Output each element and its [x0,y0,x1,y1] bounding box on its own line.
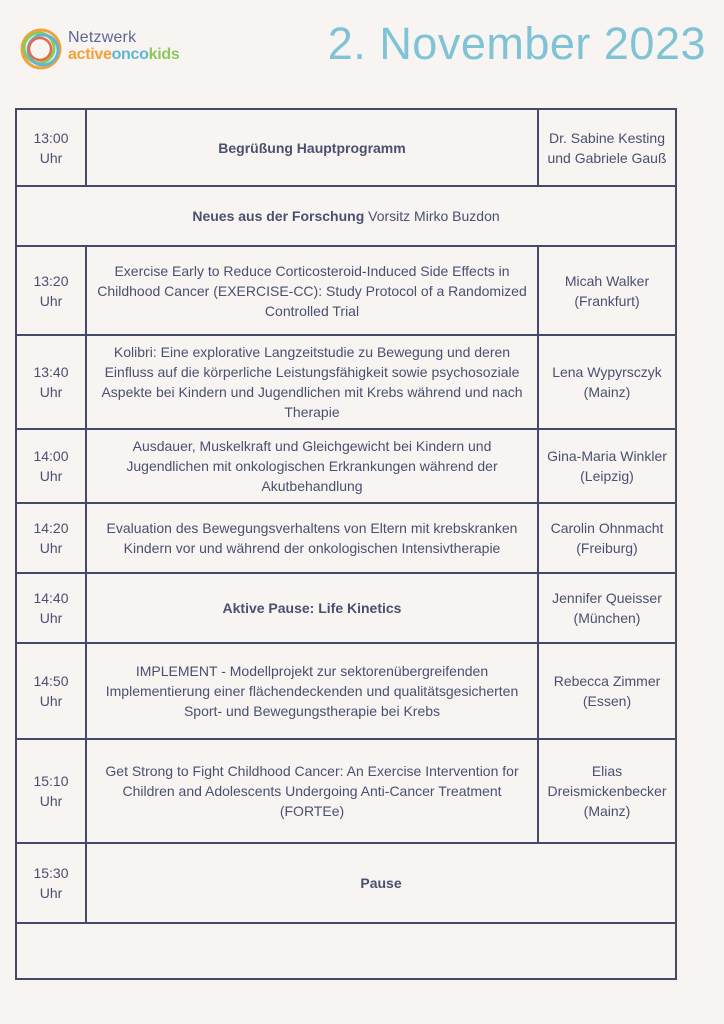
talk-title: IMPLEMENT - Modellprojekt zur sektorenübergreifenden Implementierung einer flächendeckenden und qualitätsgesicherten Sport- und Bewegungstherapie bei Krebs [86,643,538,739]
talk-title: Ausdauer, Muskelkraft und Gleichgewicht bei Kindern und Jugendlichen mit onkologischen Erkrankungen während der Akutbehandlung [86,429,538,503]
speaker-cell: Gina-Maria Winkler (Leipzig) [538,429,676,503]
active-break-title: Aktive Pause: Life Kinetics [86,573,538,643]
time-cell: 14:20 Uhr [16,503,86,573]
table-row [16,246,676,335]
time-cell: 14:40 Uhr [16,573,86,643]
talk-title: Get Strong to Fight Childhood Cancer: An Exercise Intervention for Children and Adolescents Undergoing Anti-Cancer Treatment (FORTEe) [86,739,538,843]
page-date: 2. November 2023 [327,18,706,69]
time-cell: 15:10 Uhr [16,739,86,843]
empty-row [16,923,676,979]
table-row [16,429,676,503]
pause-title: Pause [86,843,676,923]
network-logo [18,26,198,72]
table-row [16,843,676,923]
empty-cell [16,923,676,979]
talk-title: Evaluation des Bewegungsverhaltens von Eltern mit krebskranken Kindern vor und während der onkologischen Intensivtherapie [86,503,538,573]
section-title: Neues aus der Forschung [192,208,365,224]
table-row [16,739,676,843]
speaker-cell: Lena Wypyrsczyk (Mainz) [538,335,676,429]
logo-text-netzwerk: Netzwerk [68,29,137,46]
section-chair: Vorsitz Mirko Buzdon [368,208,500,224]
speaker-cell: Elias Dreismickenbecker (Mainz) [538,739,676,843]
table-row [16,335,676,429]
speaker-cell: Micah Walker (Frankfurt) [538,246,676,335]
talk-title: Kolibri: Eine explorative Langzeitstudie zu Bewegung und deren Einfluss auf die körperliche Leistungsfähigkeit sowie psychosoziale Aspekte bei Kindern und Jugendlichen mit Krebs während und nach Therapie [86,335,538,429]
time-cell: 15:30 Uhr [16,843,86,923]
logo-rings-icon [18,26,64,72]
speaker-cell: Dr. Sabine Kesting und Gabriele Gauß [538,109,676,186]
time-cell: 14:50 Uhr [16,643,86,739]
time-cell: 14:00 Uhr [16,429,86,503]
logo-text-activeoncokids: activeoncokids [68,46,180,63]
time-cell: 13:20 Uhr [16,246,86,335]
welcome-title: Begrüßung Hauptprogramm [86,109,538,186]
section-heading [16,186,676,246]
program-table [15,108,677,980]
speaker-cell: Carolin Ohnmacht (Freiburg) [538,503,676,573]
section-row [16,186,676,246]
speaker-cell: Jennifer Queisser (München) [538,573,676,643]
speaker-cell: Rebecca Zimmer (Essen) [538,643,676,739]
table-row [16,109,676,186]
table-row [16,643,676,739]
time-cell: 13:00 Uhr [16,109,86,186]
time-cell: 13:40 Uhr [16,335,86,429]
talk-title: Exercise Early to Reduce Corticosteroid-Induced Side Effects in Childhood Cancer (EXERCISE-CC): Study Protocol of a Randomized Controlled Trial [86,246,538,335]
table-row [16,573,676,643]
table-row [16,503,676,573]
